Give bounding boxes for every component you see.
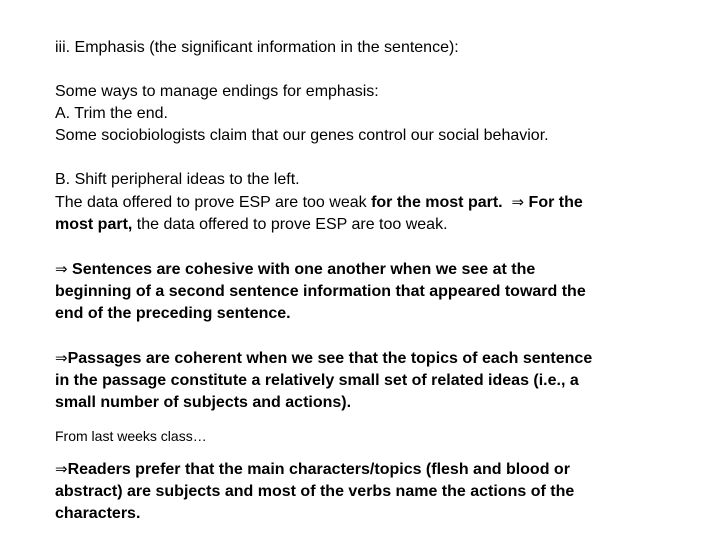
point-b-example-plain: The data offered to prove ESP are too weak xyxy=(55,194,372,211)
section-heading: iii. Emphasis (the significant information in the sentence): xyxy=(55,39,459,56)
point-b-example-line1 xyxy=(55,191,695,214)
readers-line3: characters. xyxy=(55,505,141,522)
point-a-label: A. Trim the end. xyxy=(55,105,168,122)
point-b-line2-plain: the data offered to prove ESP are too weak. xyxy=(132,216,448,233)
readers-line2: abstract) are subjects and most of the verbs name the actions of the xyxy=(55,483,575,500)
point-b-example-bold: for the most part. xyxy=(371,194,503,211)
cohesion-line2: beginning of a second sentence information that appeared toward the xyxy=(55,283,586,300)
intro-text: Some ways to manage endings for emphasis: xyxy=(55,83,379,100)
coherence-line1 xyxy=(55,347,695,370)
cohesion-text: Sentences are cohesive with one another when we see at the xyxy=(67,261,536,278)
coherence-line3: small number of subjects and actions). xyxy=(55,394,352,411)
coherence-line2: in the passage constitute a relatively small set of related ideas (i.e., a xyxy=(55,372,579,389)
class-note: From last weeks class… xyxy=(55,428,207,444)
cohesion-line1 xyxy=(55,258,695,281)
implies-arrow-icon: ⇒ xyxy=(511,193,525,211)
readers-line1 xyxy=(55,458,695,481)
implies-arrow-icon: ⇒ xyxy=(55,349,68,367)
point-b-line2-bold: most part, xyxy=(55,216,133,233)
slide-content xyxy=(55,37,695,525)
point-b-revised-bold: For the xyxy=(524,194,583,211)
point-b-label: B. Shift peripheral ideas to the left. xyxy=(55,171,300,188)
cohesion-line3: end of the preceding sentence. xyxy=(55,305,291,322)
coherence-text: Passages are coherent when we see that the topics of each sentence xyxy=(67,350,593,367)
point-b-example-line2 xyxy=(55,214,695,236)
implies-arrow-icon: ⇒ xyxy=(55,460,68,478)
point-a-example: Some sociobiologists claim that our genes control our social behavior. xyxy=(55,127,549,144)
implies-arrow-icon: ⇒ xyxy=(55,260,68,278)
readers-text: Readers prefer that the main characters/topics (flesh and blood or xyxy=(67,461,570,478)
